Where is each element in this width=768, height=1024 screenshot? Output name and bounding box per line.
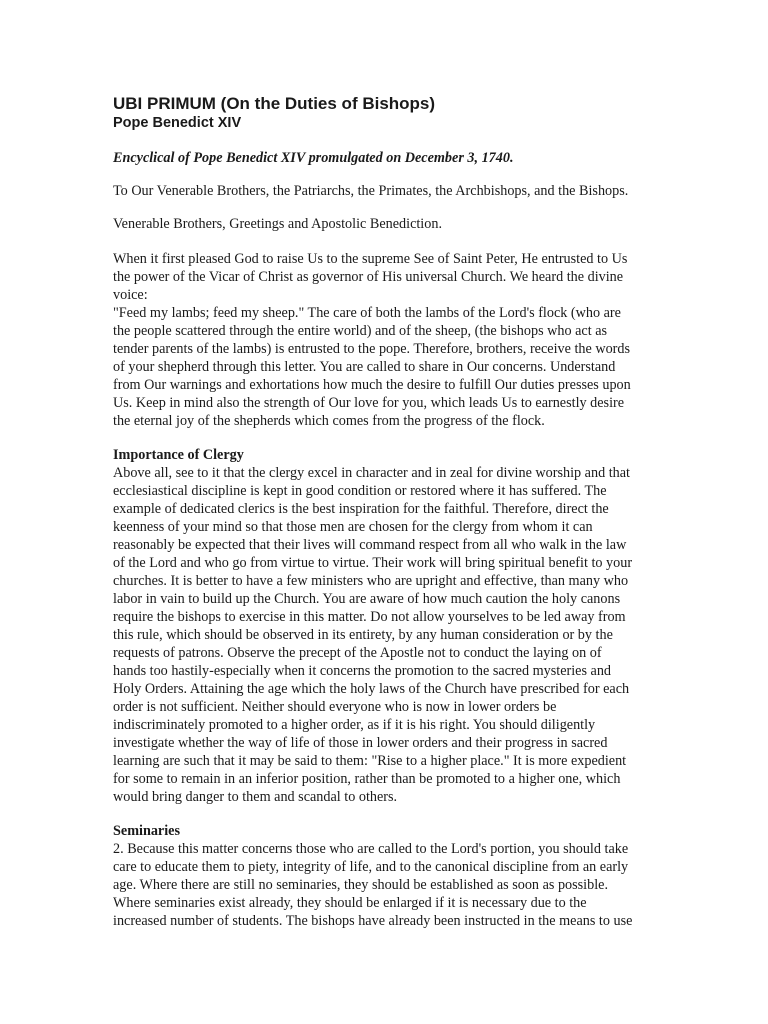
document-page	[113, 93, 658, 946]
text-line: requests of patrons. Observe the precept of the Apostle not to conduct the laying on of	[113, 645, 602, 661]
document-author: Pope Benedict XIV	[113, 115, 242, 131]
document-title: UBI PRIMUM (On the Duties of Bishops)	[113, 94, 436, 113]
section-heading: Importance of Clergy	[113, 447, 244, 463]
address-line: To Our Venerable Brothers, the Patriarchs, the Primates, the Archbishops, and the Bishops.	[113, 183, 629, 199]
text-line: 2. Because this matter concerns those who are called to the Lord's portion, you should take	[113, 841, 629, 857]
text-line: ecclesiastical discipline is kept in good condition or restored where it has suffered. The	[113, 483, 607, 499]
text-line: increased number of students. The bishops have already been instructed in the means to use	[113, 913, 633, 929]
text-line: "Feed my lambs; feed my sheep." The care of both the lambs of the Lord's flock (who are	[113, 305, 621, 321]
opening-paragraph	[113, 250, 658, 430]
text-line: order is not sufficient. Neither should everyone who is now in lower orders be	[113, 699, 557, 715]
text-line: this rule, which should be observed in its entirety, by any human consideration or by the	[113, 627, 613, 643]
text-line: investigate whether the way of life of those in lower orders and their progress in sacred	[113, 735, 608, 751]
section-heading: Seminaries	[113, 823, 180, 839]
text-line: learning are such that it may be said to them: "Rise to a higher place." It is more expedient	[113, 753, 627, 769]
section-importance-of-clergy	[113, 446, 658, 806]
text-line: voice:	[113, 287, 148, 303]
text-line: for some to remain in an inferior position, rather than be promoted to a higher one, which	[113, 771, 621, 787]
text-line: keenness of your mind so that those men are chosen for the clergy from whom it can	[113, 519, 593, 535]
text-line: When it first pleased God to raise Us to the supreme See of Saint Peter, He entrusted to Us	[113, 251, 628, 267]
intro-line: Encyclical of Pope Benedict XIV promulgated on December 3, 1740.	[113, 150, 514, 166]
text-line: would bring danger to them and scandal to others.	[113, 789, 398, 805]
text-line: Holy Orders. Attaining the age which the holy laws of the Church have prescribed for each	[113, 681, 630, 697]
text-line: churches. It is better to have a few ministers who are upright and effective, than many who	[113, 573, 629, 589]
text-line: Us. Keep in mind also the strength of Our love for you, which leads Us to earnestly desire	[113, 395, 625, 411]
text-line: care to educate them to piety, integrity of life, and to the canonical discipline from an early	[113, 859, 629, 875]
text-line: tender parents of the lambs) is entrusted to the pope. Therefore, brothers, receive the words	[113, 341, 631, 357]
text-line: of the Lord and who go from virtue to virtue. Their work will bring spiritual benefit to your	[113, 555, 633, 571]
text-line: hands too hastily-especially when it concerns the promotion to the sacred mysteries and	[113, 663, 612, 679]
text-line: the eternal joy of the shepherds which comes from the progress of the flock.	[113, 413, 545, 429]
text-line: labor in vain to build up the Church. You are aware of how much caution the holy canons	[113, 591, 621, 607]
text-line: of your shepherd through this letter. You are called to share in Our concerns. Understand	[113, 359, 616, 375]
text-line: Where seminaries exist already, they should be enlarged if it is necessary due to the	[113, 895, 587, 911]
text-line: require the bishops to exercise in this matter. Do not allow yourselves to be led away from	[113, 609, 626, 625]
text-line: the people scattered through the entire world) and of the sheep, (the bishops who act as	[113, 323, 608, 339]
section-seminaries	[113, 822, 658, 930]
text-line: Above all, see to it that the clergy excel in character and in zeal for divine worship and that	[113, 465, 630, 481]
text-line: example of dedicated clerics is the best inspiration for the faithful. Therefore, direct the	[113, 501, 609, 517]
text-line: reasonably be expected that their lives will command respect from all who walk in the law	[113, 537, 627, 553]
greeting-line: Venerable Brothers, Greetings and Apostolic Benediction.	[113, 216, 442, 232]
text-line: age. Where there are still no seminaries, they should be established as soon as possible.	[113, 877, 608, 893]
text-line: from Our warnings and exhortations how much the desire to fulfill Our duties presses upon	[113, 377, 631, 393]
text-line: indiscriminately promoted to a higher order, as if it is his right. You should diligently	[113, 717, 596, 733]
text-line: the power of the Vicar of Christ as governor of His universal Church. We heard the divine	[113, 269, 624, 285]
